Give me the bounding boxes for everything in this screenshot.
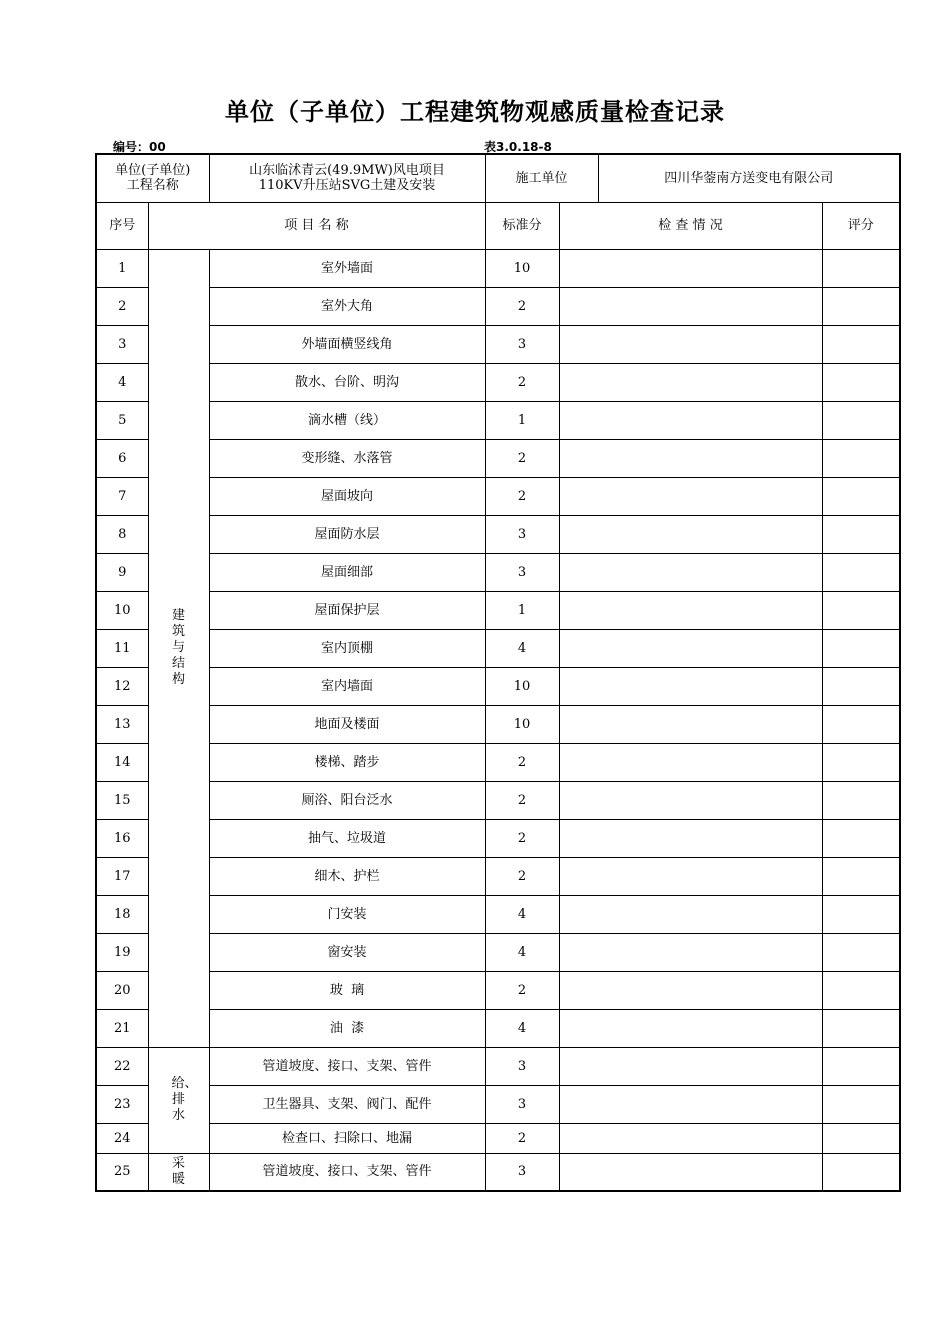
table-row xyxy=(96,553,900,591)
check-cell[interactable] xyxy=(559,515,822,553)
check-cell[interactable] xyxy=(559,933,822,971)
col-check-header: 检 查 情 况 xyxy=(559,202,822,249)
item-name: 变形缝、水落管 xyxy=(209,439,485,477)
score-cell[interactable] xyxy=(822,1123,900,1153)
check-cell[interactable] xyxy=(559,819,822,857)
check-cell[interactable] xyxy=(559,667,822,705)
score-cell[interactable] xyxy=(822,553,900,591)
table-row xyxy=(96,325,900,363)
score-cell[interactable] xyxy=(822,705,900,743)
category-label: 给、排水 xyxy=(171,1076,198,1123)
item-name: 屋面坡向 xyxy=(209,477,485,515)
row-number: 15 xyxy=(96,781,148,819)
row-number: 24 xyxy=(96,1123,148,1153)
score-cell[interactable] xyxy=(822,515,900,553)
check-cell[interactable] xyxy=(559,1047,822,1085)
table-row xyxy=(96,401,900,439)
score-cell[interactable] xyxy=(822,401,900,439)
item-name: 屋面保护层 xyxy=(209,591,485,629)
score-cell[interactable] xyxy=(822,971,900,1009)
col-seq-header: 序号 xyxy=(96,202,148,249)
score-cell[interactable] xyxy=(822,1153,900,1191)
score-cell[interactable] xyxy=(822,743,900,781)
row-number: 13 xyxy=(96,705,148,743)
category-cell xyxy=(148,249,209,1047)
table-row xyxy=(96,249,900,287)
standard-score: 2 xyxy=(485,781,559,819)
standard-score: 2 xyxy=(485,743,559,781)
item-name: 外墙面横竖线角 xyxy=(209,325,485,363)
check-cell[interactable] xyxy=(559,971,822,1009)
score-cell[interactable] xyxy=(822,287,900,325)
category-cell xyxy=(148,1153,209,1191)
project-name: 山东临沭青云(49.9MW)风电项目 110KV升压站SVG土建及安装 xyxy=(209,154,485,202)
standard-score: 3 xyxy=(485,515,559,553)
table-row xyxy=(96,1123,900,1153)
table-row xyxy=(96,363,900,401)
check-cell[interactable] xyxy=(559,1123,822,1153)
standard-score: 4 xyxy=(485,895,559,933)
standard-score: 1 xyxy=(485,591,559,629)
row-number: 17 xyxy=(96,857,148,895)
row-number: 23 xyxy=(96,1085,148,1123)
standard-score: 3 xyxy=(485,1085,559,1123)
row-number: 22 xyxy=(96,1047,148,1085)
check-cell[interactable] xyxy=(559,477,822,515)
score-cell[interactable] xyxy=(822,819,900,857)
header-info-row xyxy=(96,154,900,202)
check-cell[interactable] xyxy=(559,1085,822,1123)
table-row xyxy=(96,819,900,857)
standard-score: 2 xyxy=(485,819,559,857)
form-number: 表3.0.18-8 xyxy=(484,140,552,154)
item-name: 抽气、垃圾道 xyxy=(209,819,485,857)
check-cell[interactable] xyxy=(559,287,822,325)
table-row xyxy=(96,629,900,667)
check-cell[interactable] xyxy=(559,591,822,629)
standard-score: 2 xyxy=(485,477,559,515)
table-row xyxy=(96,477,900,515)
item-name: 检查口、扫除口、地漏 xyxy=(209,1123,485,1153)
check-cell[interactable] xyxy=(559,325,822,363)
item-name: 管道坡度、接口、支架、管件 xyxy=(209,1153,485,1191)
standard-score: 10 xyxy=(485,705,559,743)
row-number: 16 xyxy=(96,819,148,857)
item-name: 门安装 xyxy=(209,895,485,933)
item-name: 屋面细部 xyxy=(209,553,485,591)
column-header-row xyxy=(96,202,900,249)
item-name: 细木、护栏 xyxy=(209,857,485,895)
table-row xyxy=(96,515,900,553)
check-cell[interactable] xyxy=(559,781,822,819)
row-number: 8 xyxy=(96,515,148,553)
row-number: 9 xyxy=(96,553,148,591)
row-number: 5 xyxy=(96,401,148,439)
standard-score: 2 xyxy=(485,363,559,401)
document-code: 编号：00 xyxy=(113,140,166,154)
item-name: 厕浴、阳台泛水 xyxy=(209,781,485,819)
score-cell[interactable] xyxy=(822,249,900,287)
contractor-name: 四川华蓥南方送变电有限公司 xyxy=(598,154,900,202)
table-row xyxy=(96,667,900,705)
check-cell[interactable] xyxy=(559,439,822,477)
standard-score: 4 xyxy=(485,933,559,971)
row-number: 4 xyxy=(96,363,148,401)
table-row xyxy=(96,857,900,895)
score-cell[interactable] xyxy=(822,325,900,363)
unit-label: 单位(子单位) 工程名称 xyxy=(96,154,209,202)
item-name: 窗安装 xyxy=(209,933,485,971)
check-cell[interactable] xyxy=(559,1009,822,1047)
row-number: 6 xyxy=(96,439,148,477)
check-cell[interactable] xyxy=(559,249,822,287)
score-cell[interactable] xyxy=(822,857,900,895)
category-cell xyxy=(148,1047,209,1153)
item-name: 屋面防水层 xyxy=(209,515,485,553)
check-cell[interactable] xyxy=(559,857,822,895)
item-name: 散水、台阶、明沟 xyxy=(209,363,485,401)
standard-score: 3 xyxy=(485,553,559,591)
row-number: 2 xyxy=(96,287,148,325)
inspection-table xyxy=(95,153,901,1192)
score-cell[interactable] xyxy=(822,895,900,933)
check-cell[interactable] xyxy=(559,705,822,743)
row-number: 19 xyxy=(96,933,148,971)
table-row xyxy=(96,1047,900,1085)
row-number: 3 xyxy=(96,325,148,363)
row-number: 7 xyxy=(96,477,148,515)
standard-score: 2 xyxy=(485,971,559,1009)
standard-score: 1 xyxy=(485,401,559,439)
table-row xyxy=(96,439,900,477)
standard-score: 3 xyxy=(485,1153,559,1191)
col-item-header: 项 目 名 称 xyxy=(148,202,485,249)
col-score-header: 评分 xyxy=(822,202,900,249)
category-label: 建筑与结构 xyxy=(171,608,185,687)
item-name: 卫生器具、支架、阀门、配件 xyxy=(209,1085,485,1123)
check-cell[interactable] xyxy=(559,895,822,933)
row-number: 11 xyxy=(96,629,148,667)
col-standard-header: 标准分 xyxy=(485,202,559,249)
check-cell[interactable] xyxy=(559,553,822,591)
score-cell[interactable] xyxy=(822,781,900,819)
score-cell[interactable] xyxy=(822,477,900,515)
standard-score: 2 xyxy=(485,1123,559,1153)
standard-score: 2 xyxy=(485,287,559,325)
table-row xyxy=(96,971,900,1009)
check-cell[interactable] xyxy=(559,743,822,781)
item-name: 室外大角 xyxy=(209,287,485,325)
standard-score: 2 xyxy=(485,439,559,477)
row-number: 14 xyxy=(96,743,148,781)
table-row xyxy=(96,895,900,933)
score-cell[interactable] xyxy=(822,667,900,705)
check-cell[interactable] xyxy=(559,363,822,401)
score-cell[interactable] xyxy=(822,933,900,971)
score-cell[interactable] xyxy=(822,439,900,477)
item-name: 滴水槽（线） xyxy=(209,401,485,439)
item-name: 室外墙面 xyxy=(209,249,485,287)
standard-score: 3 xyxy=(485,1047,559,1085)
standard-score: 10 xyxy=(485,249,559,287)
score-cell[interactable] xyxy=(822,363,900,401)
table-row xyxy=(96,705,900,743)
table-row xyxy=(96,591,900,629)
category-label: 采暖 xyxy=(171,1155,185,1187)
row-number: 25 xyxy=(96,1153,148,1191)
table-row xyxy=(96,743,900,781)
item-name: 管道坡度、接口、支架、管件 xyxy=(209,1047,485,1085)
score-cell[interactable] xyxy=(822,1009,900,1047)
contractor-label: 施工单位 xyxy=(485,154,598,202)
row-number: 21 xyxy=(96,1009,148,1047)
table-row xyxy=(96,287,900,325)
table-row xyxy=(96,1085,900,1123)
check-cell[interactable] xyxy=(559,401,822,439)
check-cell[interactable] xyxy=(559,629,822,667)
document-title: 单位（子单位）工程建筑物观感质量检查记录 xyxy=(225,98,725,126)
table-row xyxy=(96,933,900,971)
table-row xyxy=(96,1009,900,1047)
score-cell[interactable] xyxy=(822,591,900,629)
row-number: 12 xyxy=(96,667,148,705)
standard-score: 10 xyxy=(485,667,559,705)
score-cell[interactable] xyxy=(822,1085,900,1123)
score-cell[interactable] xyxy=(822,629,900,667)
item-name: 室内墙面 xyxy=(209,667,485,705)
item-name: 楼梯、踏步 xyxy=(209,743,485,781)
item-name: 地面及楼面 xyxy=(209,705,485,743)
item-name: 油 漆 xyxy=(209,1009,485,1047)
row-number: 20 xyxy=(96,971,148,1009)
check-cell[interactable] xyxy=(559,1153,822,1191)
standard-score: 2 xyxy=(485,857,559,895)
row-number: 18 xyxy=(96,895,148,933)
standard-score: 3 xyxy=(485,325,559,363)
table-row xyxy=(96,781,900,819)
row-number: 10 xyxy=(96,591,148,629)
standard-score: 4 xyxy=(485,1009,559,1047)
standard-score: 4 xyxy=(485,629,559,667)
item-name: 玻 璃 xyxy=(209,971,485,1009)
item-name: 室内顶棚 xyxy=(209,629,485,667)
table-row xyxy=(96,1153,900,1191)
row-number: 1 xyxy=(96,249,148,287)
score-cell[interactable] xyxy=(822,1047,900,1085)
